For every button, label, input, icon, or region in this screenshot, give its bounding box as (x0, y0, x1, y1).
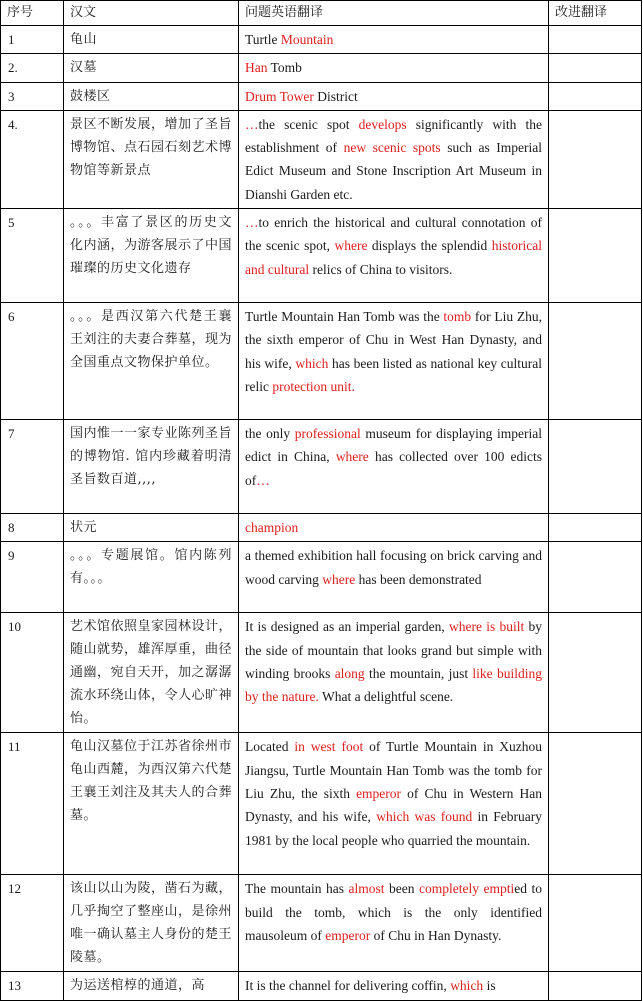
translation-text: Turtle (245, 32, 281, 47)
table-row (1, 733, 642, 875)
header-row (1, 1, 642, 26)
translation-text: of Chu in Han Dynasty. (370, 927, 502, 943)
row-number: 10 (1, 613, 64, 733)
highlighted-error-phrase: Han (245, 60, 268, 76)
translation-text: such as Imperial Edict Museum and Stone Inscription Art Museum in Dianshi Garden etc. (245, 140, 543, 202)
table-row (1, 26, 642, 54)
row-number: 13 (1, 972, 64, 1000)
highlighted-error-phrase: completely (419, 881, 479, 897)
chinese-source-text: 汉墓 (64, 54, 239, 82)
chinese-source-text: 艺术馆依照皇家园林设计，随山就势，雄浑厚重，曲径通幽，宛自天开，加之潺潺流水环绕山体，令人心旷神怡。 (64, 613, 239, 733)
chinese-source-text: 。。。专题展馆。馆内陈列有。。。 (64, 542, 239, 613)
translation-text: of Chu in Western Han Dynasty, and his wife, (245, 785, 542, 825)
improved-translation-cell[interactable] (549, 110, 642, 208)
translation-text: relics of China to visitors. (309, 261, 453, 277)
row-number: 5 (1, 209, 64, 303)
problem-english-translation (239, 82, 549, 110)
chinese-source-text: 为运送棺椁的通道，高 (64, 972, 239, 1000)
translation-text: has been demonstrated (355, 571, 482, 587)
row-number: 12 (1, 875, 64, 972)
chinese-source-text: 国内惟一一家专业陈列圣旨的博物馆. 馆内珍藏着明清圣旨数百道,,,, (64, 420, 239, 514)
table-row (1, 542, 642, 613)
translation-text: Located (245, 739, 295, 755)
problem-english-translation (239, 209, 549, 303)
translation-text: It is the channel for delivering coffin, (245, 978, 451, 994)
improved-translation-cell[interactable] (549, 542, 642, 613)
highlighted-error-phrase: which was found (376, 809, 473, 825)
translation-text: the mountain, just (364, 665, 473, 681)
row-number: 11 (1, 733, 64, 875)
improved-translation-cell[interactable] (549, 972, 642, 1000)
chinese-source-text: 该山以山为陵，凿石为藏，几乎掏空了整座山，是徐州唯一确认墓主人身份的楚王陵墓。 (64, 875, 239, 972)
row-number: 9 (1, 542, 64, 613)
table-row (1, 514, 642, 542)
translation-text: of Turtle Mountain in Xuzhou Jiangsu, Turtle Mountain Han Tomb was the tomb for Liu Zhu, the sixth (245, 739, 542, 801)
translation-text: is (483, 978, 496, 994)
highlighted-error-phrase: where (335, 449, 369, 465)
highlighted-error-phrase: professional (294, 426, 361, 442)
translation-text: the scenic spot (258, 116, 359, 132)
table-row (1, 875, 642, 972)
highlighted-error-phrase: emperor (356, 785, 402, 801)
highlighted-error-phrase: where is built (449, 619, 525, 635)
chinese-source-text: 龟山 (64, 26, 239, 54)
translation-text: museum for displaying imperial edict in China, (245, 426, 542, 465)
problem-english-translation (239, 110, 549, 208)
improved-translation-cell[interactable] (549, 875, 642, 972)
table-row (1, 82, 642, 110)
translation-text: been (384, 881, 419, 897)
table-row (1, 54, 642, 82)
highlighted-error-phrase: develops (358, 116, 407, 132)
translation-text: displays the splendid (367, 238, 492, 254)
highlighted-error-phrase: tomb (443, 309, 472, 325)
highlighted-error-phrase: empti (483, 881, 515, 897)
improved-translation-cell[interactable] (549, 209, 642, 303)
header-cell-index: 序号 (1, 1, 64, 26)
highlighted-error-phrase: historical and cultural (245, 238, 542, 277)
translation-text: for Liu Zhu, the sixth emperor of Chu in West Han Dynasty, and his wife, (245, 309, 542, 371)
highlighted-error-phrase: new scenic spots (343, 140, 441, 156)
highlighted-error-phrase: … (245, 215, 259, 231)
translation-text: in February 1981 by the local people who quarried the mountain. (245, 809, 543, 848)
highlighted-error-phrase: where (322, 571, 356, 587)
row-number: 2. (1, 54, 64, 82)
highlighted-error-phrase: Mountain (280, 32, 334, 47)
improved-translation-cell[interactable] (549, 303, 642, 420)
row-number: 8 (1, 514, 64, 542)
problem-english-translation (239, 542, 549, 613)
problem-english-translation (239, 875, 549, 972)
highlighted-error-phrase: which (295, 355, 329, 371)
translation-text: Tomb (267, 60, 302, 76)
improved-translation-cell[interactable] (549, 82, 642, 110)
translation-text: to enrich the historical and cultural connotation of the scenic spot, (245, 215, 542, 254)
highlighted-error-phrase: … (245, 116, 259, 132)
row-number: 6 (1, 303, 64, 420)
problem-english-translation (239, 514, 549, 542)
problem-english-translation (239, 613, 549, 733)
highlighted-error-phrase: in west foot (294, 739, 364, 755)
translation-text: has collected over 100 edicts of (245, 449, 542, 488)
translation-text: Turtle Mountain Han Tomb was the (245, 309, 444, 325)
problem-english-translation (239, 303, 549, 420)
highlighted-error-phrase: along (334, 665, 365, 681)
problem-english-translation (239, 26, 549, 54)
translation-text: the only (245, 426, 295, 442)
row-number: 1 (1, 26, 64, 54)
improved-translation-cell[interactable] (549, 733, 642, 875)
problem-english-translation (239, 420, 549, 514)
row-number: 3 (1, 82, 64, 110)
translation-text: What a delightful scene. (318, 689, 454, 705)
row-number: 4. (1, 110, 64, 208)
highlighted-error-phrase: where (334, 238, 368, 254)
chinese-source-text: 鼓楼区 (64, 82, 239, 110)
chinese-source-text: 景区不断发展，增加了圣旨博物馆、点石园石刻艺术博物馆等新景点 (64, 110, 239, 208)
highlighted-error-phrase: emperor (325, 927, 371, 943)
header-cell-improved-translation: 改进翻译 (549, 1, 642, 26)
translation-text: a themed exhibition hall focusing on brick carving and wood carving (245, 548, 542, 587)
translation-text: significantly with the establishment of (245, 116, 542, 156)
table-row (1, 303, 642, 420)
highlighted-error-phrase: like building by the nature. (245, 665, 543, 705)
improved-translation-cell[interactable] (549, 26, 642, 54)
problem-english-translation (239, 733, 549, 875)
highlighted-error-phrase: almost (348, 881, 385, 897)
improved-translation-cell[interactable] (549, 514, 642, 542)
row-number: 7 (1, 420, 64, 514)
table-row (1, 110, 642, 208)
highlighted-error-phrase: … (256, 472, 270, 488)
chinese-source-text: 。。。丰富了景区的历史文化内涵，为游客展示了中国璀璨的历史文化遗存 (64, 209, 239, 303)
translation-text: by the side of mountain that looks grand but simple with winding brooks (245, 619, 542, 681)
improved-translation-cell[interactable] (549, 420, 642, 514)
highlighted-error-phrase: which (450, 978, 484, 994)
highlighted-error-phrase: champion (245, 520, 299, 536)
problem-english-translation (239, 54, 549, 82)
table-row (1, 209, 642, 303)
chinese-source-text: 龟山汉墓位于江苏省徐州市龟山西麓，为西汉第六代楚王襄王刘注及其夫人的合葬墓。 (64, 733, 239, 875)
table-row (1, 613, 642, 733)
translation-text: District (313, 88, 358, 104)
highlighted-error-phrase: Drum Tower (245, 88, 314, 104)
translation-text: The mountain has (245, 881, 349, 897)
table-row (1, 972, 642, 1000)
problem-english-translation (239, 972, 549, 1000)
chinese-source-text: 状元 (64, 514, 239, 542)
header-cell-problem-translation: 问题英语翻译 (239, 1, 549, 26)
improved-translation-cell[interactable] (549, 613, 642, 733)
chinese-source-text: 。。。是西汉第六代楚王襄王刘注的夫妻合葬墓，现为全国重点文物保护单位。 (64, 303, 239, 420)
translation-text: ed to build the tomb, which is the only identified mausoleum of (245, 881, 542, 943)
translation-text: It is designed as an imperial garden, (245, 619, 450, 635)
table-row (1, 420, 642, 514)
table-body (1, 1, 642, 1001)
highlighted-error-phrase: protection unit. (272, 378, 355, 394)
translation-text: has been listed as national key cultural relic (245, 355, 542, 394)
improved-translation-cell[interactable] (549, 54, 642, 82)
header-cell-chinese: 汉文 (64, 1, 239, 26)
